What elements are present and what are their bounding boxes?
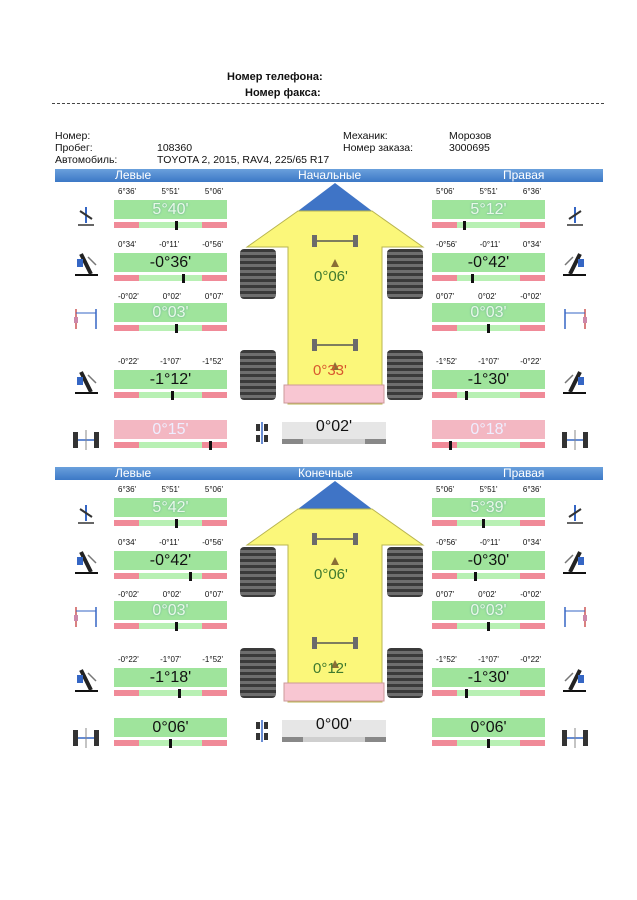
gauge-marker <box>449 441 452 450</box>
range-camber <box>436 538 541 547</box>
right-side-label: Правая <box>503 168 545 182</box>
wheel <box>240 249 276 299</box>
range-value: -0°02' <box>118 590 139 599</box>
thrust-icon <box>248 420 276 446</box>
range-value: -1°52' <box>202 655 223 664</box>
range-value: 0°07' <box>436 590 455 599</box>
range-value: 0°02' <box>162 590 181 599</box>
left-side-label: Левые <box>115 466 152 480</box>
gauge-value-rear-toe: 0°06' <box>432 718 545 737</box>
gauge-scale <box>432 442 545 448</box>
gauge-scale <box>114 623 227 629</box>
range-value: 0°02' <box>478 590 497 599</box>
range-value: -1°52' <box>436 357 457 366</box>
gauge-marker <box>175 221 178 230</box>
gauge-value-caster: 5°12' <box>432 200 545 219</box>
gauge-scale <box>114 325 227 331</box>
gauge-marker <box>487 324 490 333</box>
gauge-marker <box>487 739 490 748</box>
gauge-value-toe: 0°03' <box>432 303 545 322</box>
range-value: -0°22' <box>118 655 139 664</box>
camber-icon <box>561 667 589 693</box>
range-toe <box>118 590 223 599</box>
camber-icon <box>561 369 589 395</box>
gauge-scale <box>114 392 227 398</box>
range-value: -0°11' <box>479 538 500 547</box>
range-value: 0°34' <box>522 240 541 249</box>
front-total-toe: 0°06' <box>314 566 348 583</box>
wheel <box>387 648 423 698</box>
rear-total-toe: 0°33' <box>313 362 347 379</box>
gauge-scale <box>432 222 545 228</box>
axle-icon <box>561 724 589 750</box>
mechanic-label: Механик: <box>343 130 388 142</box>
range-value: 0°34' <box>522 538 541 547</box>
number-label: Номер: <box>55 130 91 142</box>
range-value: -0°56' <box>202 538 223 547</box>
gauge-value-caster: 5°42' <box>114 498 227 517</box>
range-value: -0°22' <box>520 357 541 366</box>
range-toe <box>436 292 541 301</box>
gauge-scale <box>114 442 227 448</box>
range-value: 0°34' <box>118 240 137 249</box>
left-side-label: Левые <box>115 168 152 182</box>
range-value: 6°36' <box>522 187 541 196</box>
range-value: 0°07' <box>204 292 223 301</box>
gauge-marker <box>182 274 185 283</box>
caster-icon <box>72 501 100 527</box>
caster-icon <box>561 501 589 527</box>
range-caster <box>436 187 541 196</box>
wheel <box>240 648 276 698</box>
mechanic-value: Морозов <box>449 130 492 142</box>
range-value: -0°11' <box>159 538 180 547</box>
wheel <box>240 547 276 597</box>
camber-icon <box>72 369 100 395</box>
gauge-value-rear-camber: -1°30' <box>432 668 545 687</box>
range-value: -1°07' <box>160 357 181 366</box>
range-value: -0°02' <box>118 292 139 301</box>
gauge-scale <box>432 520 545 526</box>
gauge-marker <box>465 689 468 698</box>
wheel <box>387 350 423 400</box>
range-value: -0°02' <box>520 590 541 599</box>
range-value: 5°06' <box>204 485 223 494</box>
gauge-value-rear-camber: -1°18' <box>114 668 227 687</box>
order-label: Номер заказа: <box>343 142 414 154</box>
range-value: 6°36' <box>522 485 541 494</box>
range-value: -0°11' <box>479 240 500 249</box>
gauge-value-rear-toe: 0°06' <box>114 718 227 737</box>
gauge-marker <box>175 324 178 333</box>
range-value: 5°06' <box>436 187 455 196</box>
axle-icon <box>72 724 100 750</box>
range-value: 5°06' <box>436 485 455 494</box>
toe-icon <box>561 603 589 629</box>
section-title: Начальные <box>298 168 362 182</box>
gauge-marker <box>209 441 212 450</box>
gauge-value-caster: 5°39' <box>432 498 545 517</box>
gauge-scale <box>432 740 545 746</box>
range-toe <box>436 590 541 599</box>
gauge-scale <box>432 325 545 331</box>
range-value: 6°36' <box>118 485 137 494</box>
range-rear-camber <box>118 357 223 366</box>
wheel <box>387 249 423 299</box>
range-value: -0°56' <box>436 240 457 249</box>
range-value: -1°52' <box>436 655 457 664</box>
gauge-marker <box>175 519 178 528</box>
range-value: -1°07' <box>160 655 181 664</box>
range-value: 6°36' <box>118 187 137 196</box>
phone-label: Номер телефона: <box>227 71 323 83</box>
gauge-marker <box>189 572 192 581</box>
range-value: 0°02' <box>162 292 181 301</box>
rear-total-toe: 0°12' <box>313 660 347 677</box>
range-value: 0°34' <box>118 538 137 547</box>
mileage-label: Пробег: <box>55 142 93 154</box>
caster-icon <box>72 203 100 229</box>
car-label: Автомобиль: <box>55 154 118 166</box>
range-value: 5°51' <box>161 187 180 196</box>
range-value: -0°02' <box>520 292 541 301</box>
gauge-scale <box>432 573 545 579</box>
range-value: 0°07' <box>436 292 455 301</box>
range-camber <box>118 538 223 547</box>
gauge-scale <box>114 222 227 228</box>
gauge-value-toe: 0°03' <box>114 601 227 620</box>
camber-icon <box>561 251 589 277</box>
camber-icon <box>72 667 100 693</box>
range-value: -1°07' <box>478 357 499 366</box>
order-value: 3000695 <box>449 142 490 154</box>
gauge-value-camber: -0°42' <box>114 551 227 570</box>
gauge-scale <box>432 392 545 398</box>
gauge-marker <box>474 572 477 581</box>
range-toe <box>118 292 223 301</box>
range-rear-camber <box>436 655 541 664</box>
gauge-value-camber: -0°36' <box>114 253 227 272</box>
range-value: 0°07' <box>204 590 223 599</box>
camber-icon <box>72 251 100 277</box>
thrust-angle-value: 0°02' <box>315 418 353 435</box>
mileage-value: 108360 <box>157 142 193 154</box>
gauge-scale <box>114 275 227 281</box>
gauge-marker <box>471 274 474 283</box>
gauge-value-camber: -0°30' <box>432 551 545 570</box>
section-title: Конечные <box>298 466 353 480</box>
axle-icon <box>72 426 100 452</box>
gauge-marker <box>169 739 172 748</box>
front-total-toe: 0°06' <box>314 268 348 285</box>
gauge-value-toe: 0°03' <box>432 601 545 620</box>
range-value: -0°56' <box>436 538 457 547</box>
gauge-value-caster: 5°40' <box>114 200 227 219</box>
thrust-icon <box>248 718 276 744</box>
gauge-value-toe: 0°03' <box>114 303 227 322</box>
range-value: -1°07' <box>478 655 499 664</box>
range-value: 5°51' <box>479 485 498 494</box>
gauge-scale <box>432 690 545 696</box>
range-value: -0°56' <box>202 240 223 249</box>
range-value: 5°06' <box>204 187 223 196</box>
gauge-scale <box>114 520 227 526</box>
gauge-marker <box>487 622 490 631</box>
range-value: -0°22' <box>118 357 139 366</box>
car-value: TOYOTA 2, 2015, RAV4, 225/65 R17 <box>157 154 330 166</box>
gauge-scale <box>114 690 227 696</box>
right-side-label: Правая <box>503 466 545 480</box>
gauge-scale <box>114 740 227 746</box>
gauge-value-camber: -0°42' <box>432 253 545 272</box>
range-caster <box>118 485 223 494</box>
thrust-angle-gauge <box>282 418 386 444</box>
gauge-marker <box>178 689 181 698</box>
gauge-value-rear-camber: -1°30' <box>432 370 545 389</box>
gauge-scale <box>432 623 545 629</box>
axle-icon <box>561 426 589 452</box>
range-value: 5°51' <box>479 187 498 196</box>
gauge-scale <box>432 275 545 281</box>
toe-icon <box>72 603 100 629</box>
caster-icon <box>561 203 589 229</box>
header-rule <box>52 103 604 104</box>
range-value: -0°11' <box>159 240 180 249</box>
range-value: -0°22' <box>520 655 541 664</box>
gauge-marker <box>482 519 485 528</box>
camber-icon <box>561 549 589 575</box>
range-rear-camber <box>118 655 223 664</box>
range-camber <box>118 240 223 249</box>
gauge-scale <box>114 573 227 579</box>
camber-icon <box>72 549 100 575</box>
range-value: 5°51' <box>161 485 180 494</box>
range-caster <box>436 485 541 494</box>
gauge-value-rear-toe: 0°15' <box>114 420 227 439</box>
gauge-marker <box>465 391 468 400</box>
gauge-marker <box>463 221 466 230</box>
gauge-marker <box>171 391 174 400</box>
fax-label: Номер факса: <box>245 87 321 99</box>
range-caster <box>118 187 223 196</box>
wheel <box>240 350 276 400</box>
wheel <box>387 547 423 597</box>
gauge-marker <box>175 622 178 631</box>
thrust-angle-value: 0°00' <box>315 716 353 733</box>
gauge-value-rear-camber: -1°12' <box>114 370 227 389</box>
range-camber <box>436 240 541 249</box>
range-value: 0°02' <box>478 292 497 301</box>
range-value: -1°52' <box>202 357 223 366</box>
toe-icon <box>72 305 100 331</box>
toe-icon <box>561 305 589 331</box>
gauge-value-rear-toe: 0°18' <box>432 420 545 439</box>
range-rear-camber <box>436 357 541 366</box>
thrust-angle-gauge <box>282 716 386 742</box>
